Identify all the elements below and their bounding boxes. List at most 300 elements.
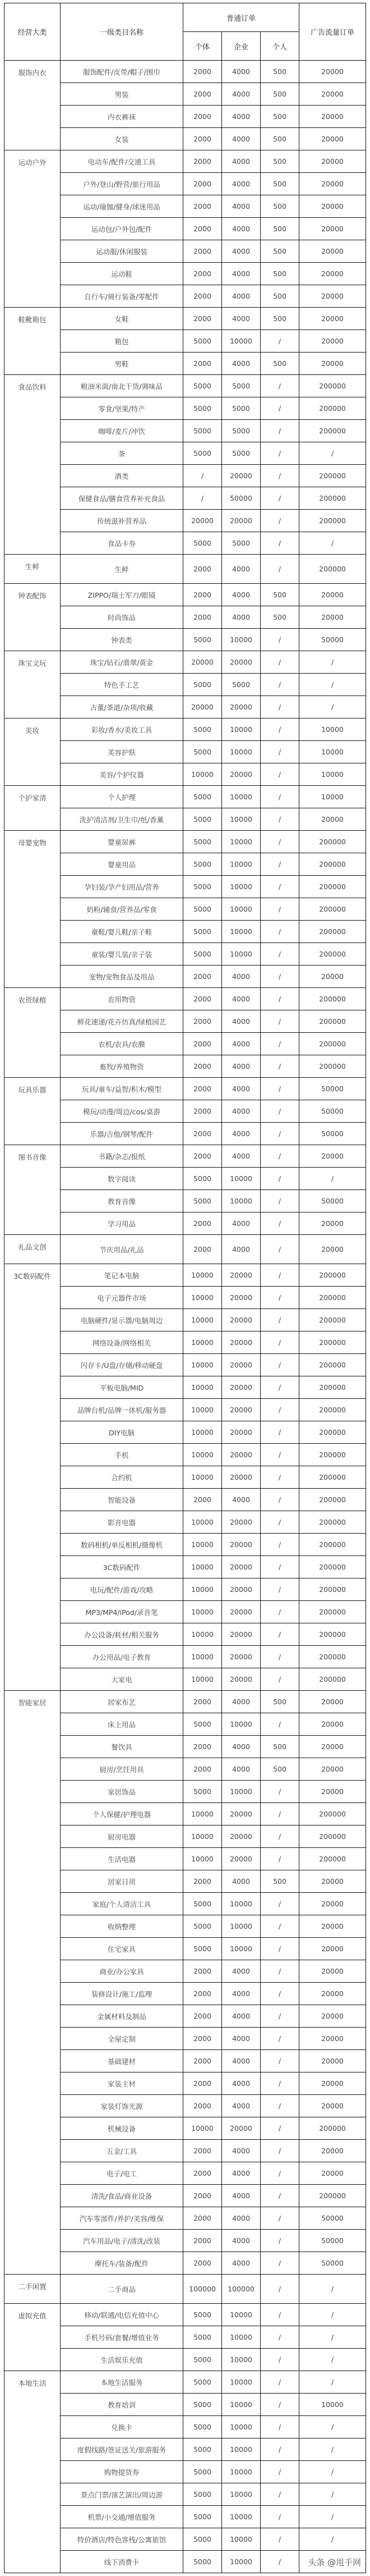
ad-orders-cell: /	[299, 2416, 366, 2438]
enterprise-cell: 10000	[222, 1713, 261, 1736]
individual-business-cell: 2000	[183, 1212, 222, 1235]
enterprise-cell: 4000	[222, 240, 261, 263]
item-name-cell: 家装灯饰光源	[61, 2095, 183, 2117]
enterprise-cell: 10000	[222, 629, 261, 651]
ad-orders-cell: 10000	[299, 2394, 366, 2416]
ad-orders-cell: /	[299, 2304, 366, 2326]
enterprise-cell: 10000	[222, 330, 261, 353]
ad-orders-cell: 20000	[299, 2050, 366, 2072]
personal-cell: /	[261, 1938, 299, 1960]
enterprise-cell: 4000	[222, 1123, 261, 1145]
enterprise-cell: 4000	[222, 263, 261, 285]
individual-business-cell: 10000	[183, 1354, 222, 1376]
ad-orders-cell: 200000	[299, 943, 366, 966]
enterprise-cell: 4000	[222, 584, 261, 606]
item-name-cell: 二手商品	[61, 2275, 183, 2304]
personal-cell: /	[261, 555, 299, 584]
personal-cell: /	[261, 1145, 299, 1168]
enterprise-cell: 5000	[222, 674, 261, 696]
enterprise-cell: 4000	[222, 1145, 261, 1168]
item-name-cell: 度假线路/签证送关/旅游服务	[61, 2438, 183, 2461]
individual-business-cell: 10000	[183, 1309, 222, 1332]
personal-cell: /	[261, 2275, 299, 2304]
ad-orders-cell: 50000	[299, 1123, 366, 1145]
individual-business-cell: 2000	[183, 2230, 222, 2252]
personal-cell: /	[261, 1781, 299, 1803]
item-name-cell: 教育培训	[61, 2394, 183, 2416]
enterprise-cell: 4000	[222, 1691, 261, 1713]
enterprise-cell: 10000	[222, 1168, 261, 1190]
personal-cell: /	[261, 1309, 299, 1332]
ad-orders-cell: 50000	[299, 2230, 366, 2252]
individual-business-cell: 10000	[183, 1399, 222, 1421]
personal-cell: /	[261, 1421, 299, 1444]
individual-business-cell: 10000	[183, 1287, 222, 1309]
enterprise-cell: 20000	[222, 2117, 261, 2140]
item-name-cell: 农机/农具/农膜	[61, 1033, 183, 1055]
table-row	[4, 1264, 366, 1287]
ad-orders-cell: 200000	[299, 1264, 366, 1287]
individual-business-cell: 5000	[183, 2438, 222, 2461]
enterprise-cell: 10000	[222, 2304, 261, 2326]
ad-orders-cell: 20000	[299, 1235, 366, 1264]
ad-orders-cell: 20000	[299, 966, 366, 988]
enterprise-cell: 4000	[222, 2140, 261, 2162]
personal-cell: /	[261, 1399, 299, 1421]
ad-orders-cell: 20000	[299, 240, 366, 263]
enterprise-cell: 10000	[222, 2528, 261, 2551]
enterprise-cell: 4000	[222, 1078, 261, 1100]
personal-cell: 500	[261, 263, 299, 285]
personal-cell: /	[261, 1983, 299, 2005]
enterprise-cell: 10000	[222, 2461, 261, 2483]
enterprise-cell: 5000	[222, 442, 261, 465]
enterprise-cell: 4000	[222, 1212, 261, 1235]
personal-cell: /	[261, 898, 299, 921]
personal-cell: 500	[261, 195, 299, 218]
personal-cell: /	[261, 1168, 299, 1190]
personal-cell: /	[261, 2072, 299, 2095]
item-name-cell: 生鲜	[61, 555, 183, 584]
individual-business-cell: 10000	[183, 1848, 222, 1870]
individual-business-cell: 10000	[183, 1444, 222, 1466]
enterprise-cell: 20000	[222, 1466, 261, 1489]
enterprise-cell: 10000	[222, 2394, 261, 2416]
individual-business-cell: 5000	[183, 786, 222, 808]
personal-cell: /	[261, 2304, 299, 2326]
enterprise-cell: 20000	[222, 1287, 261, 1309]
enterprise-cell: 5000	[222, 420, 261, 442]
ad-orders-cell: 200000	[299, 1010, 366, 1033]
ad-orders-cell: 200000	[299, 1623, 366, 1646]
individual-business-cell: 5000	[183, 1190, 222, 1212]
personal-cell: /	[261, 2416, 299, 2438]
item-name-cell: 童装/婴儿装/亲子装	[61, 943, 183, 966]
ad-orders-cell: 20000	[299, 1691, 366, 1713]
ad-orders-cell: 20000	[299, 2095, 366, 2117]
table-row	[4, 308, 366, 330]
individual-business-cell: 10000	[183, 1466, 222, 1489]
ad-orders-cell: 200000	[299, 420, 366, 442]
ad-orders-cell: 20000	[299, 2028, 366, 2050]
personal-cell: 500	[261, 285, 299, 308]
individual-business-cell: 2000	[183, 1489, 222, 1511]
item-name-cell: 厨房电器	[61, 1825, 183, 1848]
individual-business-cell: 2000	[183, 2207, 222, 2230]
ad-orders-cell: 20000	[299, 1713, 366, 1736]
personal-cell: /	[261, 2371, 299, 2394]
individual-business-cell: 5000	[183, 2461, 222, 2483]
individual-business-cell: 5000	[183, 921, 222, 943]
individual-business-cell: 10000	[183, 1534, 222, 1556]
personal-cell: /	[261, 763, 299, 786]
individual-business-cell: 2000	[183, 1870, 222, 1893]
item-name-cell: 奶粉/辅食/营养品/零食	[61, 898, 183, 921]
personal-cell: 500	[261, 308, 299, 330]
individual-business-cell: 2000	[183, 1123, 222, 1145]
enterprise-cell: 20000	[222, 1646, 261, 1668]
personal-cell: /	[261, 696, 299, 719]
personal-cell: 500	[261, 240, 299, 263]
ad-orders-cell: 20000	[299, 2162, 366, 2185]
individual-business-cell: 2000	[183, 83, 222, 106]
item-name-cell: 古董/茶道/杂项/收藏	[61, 696, 183, 719]
enterprise-cell: 20000	[222, 1444, 261, 1466]
enterprise-cell: 4000	[222, 606, 261, 629]
individual-business-cell: 10000	[183, 1556, 222, 1578]
individual-business-cell: 2000	[183, 1758, 222, 1781]
individual-business-cell: 5000	[183, 1781, 222, 1803]
table-row	[4, 2371, 366, 2394]
enterprise-cell: 50000	[222, 487, 261, 510]
item-name-cell: 网络设备/网络相关	[61, 1332, 183, 1354]
item-name-cell: 机械设备	[61, 2117, 183, 2140]
ad-orders-cell: /	[299, 2483, 366, 2506]
enterprise-cell: 4000	[222, 1033, 261, 1055]
ad-orders-cell: 200000	[299, 487, 366, 510]
header-normal-orders: 普通订单	[183, 3, 299, 32]
item-name-cell: 居家布艺	[61, 1691, 183, 1713]
table-row	[4, 831, 366, 853]
item-name-cell: 数码相机/单反相机/摄像机	[61, 1534, 183, 1556]
enterprise-cell: 10000	[222, 1938, 261, 1960]
individual-business-cell: 2000	[183, 2050, 222, 2072]
individual-business-cell: 5000	[183, 375, 222, 397]
ad-orders-cell: 50000	[299, 1190, 366, 1212]
individual-business-cell: 5000	[183, 2371, 222, 2394]
individual-business-cell: 10000	[183, 1578, 222, 1601]
individual-business-cell: 2000	[183, 285, 222, 308]
enterprise-cell: 20000	[222, 1534, 261, 1556]
individual-business-cell: 2000	[183, 2162, 222, 2185]
enterprise-cell: 4000	[222, 966, 261, 988]
personal-cell: /	[261, 2438, 299, 2461]
ad-orders-cell: 200000	[299, 397, 366, 420]
enterprise-cell: 20000	[222, 1376, 261, 1399]
category-cell: 服饰内衣	[4, 61, 61, 150]
ad-orders-cell: /	[299, 2528, 366, 2551]
item-name-cell: 办公用品/电子教育	[61, 1646, 183, 1668]
individual-business-cell: 2000	[183, 195, 222, 218]
ad-orders-cell: 10000	[299, 763, 366, 786]
individual-business-cell: 2000	[183, 988, 222, 1010]
item-name-cell: 生活娱乐充值	[61, 2349, 183, 2371]
enterprise-cell: 4000	[222, 1489, 261, 1511]
ad-orders-cell: 200000	[299, 1601, 366, 1623]
personal-cell: /	[261, 2230, 299, 2252]
category-cell: 鞋靴箱包	[4, 308, 61, 375]
enterprise-cell: 10000	[222, 943, 261, 966]
header-item: 一级类目名称	[61, 3, 183, 61]
enterprise-cell: 20000	[222, 1511, 261, 1534]
item-name-cell: 美容护肤	[61, 741, 183, 763]
enterprise-cell: 20000	[222, 1803, 261, 1825]
item-name-cell: DIY电脑	[61, 1421, 183, 1444]
item-name-cell: 书籍/杂志/报纸	[61, 1145, 183, 1168]
ad-orders-cell: 20000	[299, 218, 366, 240]
ad-orders-cell: 20000	[299, 1212, 366, 1235]
enterprise-cell: 20000	[222, 1578, 261, 1601]
item-name-cell: 鲜花速递/花卉仿真/绿植园艺	[61, 1010, 183, 1033]
enterprise-cell: 10000	[222, 831, 261, 853]
individual-business-cell: 2000	[183, 1100, 222, 1123]
individual-business-cell: 5000	[183, 2416, 222, 2438]
item-name-cell: 电脑硬件/显示器/电脑周边	[61, 1309, 183, 1332]
enterprise-cell: 4000	[222, 1983, 261, 2005]
personal-cell: /	[261, 1100, 299, 1123]
enterprise-cell: 10000	[222, 2506, 261, 2528]
ad-orders-cell: 200000	[299, 1556, 366, 1578]
individual-business-cell: 2000	[183, 61, 222, 83]
category-cell: 农资绿植	[4, 988, 61, 1078]
item-name-cell: 摩托车/装备/配件	[61, 2252, 183, 2275]
table-row	[4, 786, 366, 808]
personal-cell: /	[261, 442, 299, 465]
ad-orders-cell: 200000	[299, 2117, 366, 2140]
ad-orders-cell: 200000	[299, 1511, 366, 1534]
item-name-cell: 玩具/童车/益智/积木/模型	[61, 1078, 183, 1100]
item-name-cell: 清洗/食品/商业设备	[61, 2185, 183, 2207]
personal-cell: /	[261, 330, 299, 353]
individual-business-cell: 5000	[183, 2304, 222, 2326]
individual-business-cell: 10000	[183, 1825, 222, 1848]
ad-orders-cell: /	[299, 2349, 366, 2371]
enterprise-cell: 20000	[222, 1848, 261, 1870]
item-name-cell: 生活电器	[61, 1848, 183, 1870]
ad-orders-cell: 200000	[299, 1848, 366, 1870]
personal-cell: /	[261, 1646, 299, 1668]
category-cell: 钟表配饰	[4, 584, 61, 651]
ad-orders-cell: 200000	[299, 831, 366, 853]
enterprise-cell: 4000	[222, 2252, 261, 2275]
individual-business-cell: 2000	[183, 308, 222, 330]
table-row	[4, 1145, 366, 1168]
item-name-cell: 3C数码配件	[61, 1556, 183, 1578]
enterprise-cell: 10000	[222, 2349, 261, 2371]
personal-cell: 500	[261, 106, 299, 128]
enterprise-cell: 20000	[222, 1399, 261, 1421]
personal-cell: 500	[261, 128, 299, 150]
enterprise-cell: 20000	[222, 1601, 261, 1623]
personal-cell: 500	[261, 150, 299, 173]
ad-orders-cell: 200000	[299, 1332, 366, 1354]
enterprise-cell: 20000	[222, 510, 261, 532]
enterprise-cell: 10000	[222, 741, 261, 763]
ad-orders-cell: 20000	[299, 1758, 366, 1781]
category-cell: 二手闲置	[4, 2275, 61, 2304]
ad-orders-cell: 20000	[299, 285, 366, 308]
personal-cell: /	[261, 1578, 299, 1601]
item-name-cell: 家装主材	[61, 2072, 183, 2095]
item-name-cell: 平板电脑/MID	[61, 1376, 183, 1399]
personal-cell: 500	[261, 606, 299, 629]
enterprise-cell: 10000	[222, 1893, 261, 1915]
personal-cell: /	[261, 1623, 299, 1646]
enterprise-cell: 20000	[222, 651, 261, 674]
table-row	[4, 61, 366, 83]
individual-business-cell: 2000	[183, 218, 222, 240]
item-name-cell: 电子元器件市场	[61, 1287, 183, 1309]
ad-orders-cell: 20000	[299, 83, 366, 106]
individual-business-cell: 10000	[183, 1803, 222, 1825]
personal-cell: /	[261, 2483, 299, 2506]
item-name-cell: 餐饮具	[61, 1736, 183, 1758]
enterprise-cell: 4000	[222, 285, 261, 308]
enterprise-cell: 10000	[222, 2371, 261, 2394]
individual-business-cell: 5000	[183, 1938, 222, 1960]
personal-cell: /	[261, 375, 299, 397]
category-cell: 虚拟充值	[4, 2304, 61, 2371]
header-individual-business: 个体	[183, 32, 222, 61]
ad-orders-cell: /	[299, 2326, 366, 2349]
personal-cell: /	[261, 1825, 299, 1848]
item-name-cell: 机票/小交通/增值服务	[61, 2506, 183, 2528]
individual-business-cell: 5000	[183, 943, 222, 966]
ad-orders-cell: 10000	[299, 719, 366, 741]
enterprise-cell: 4000	[222, 1736, 261, 1758]
ad-orders-cell: 50000	[299, 1078, 366, 1100]
table-row	[4, 2275, 366, 2304]
enterprise-cell: 10000	[222, 921, 261, 943]
enterprise-cell: 10000	[222, 898, 261, 921]
category-cell: 图书音像	[4, 1145, 61, 1235]
item-name-cell: 彩妆/香水/美妆工具	[61, 719, 183, 741]
item-name-cell: 移动/联通/电信充值中心	[61, 2304, 183, 2326]
personal-cell: /	[261, 1376, 299, 1399]
item-name-cell: 笔记本电脑	[61, 1264, 183, 1287]
ad-orders-cell: 20000	[299, 808, 366, 831]
item-name-cell: 钟表类	[61, 629, 183, 651]
item-name-cell: 购物提货券	[61, 2461, 183, 2483]
individual-business-cell: 2000	[183, 966, 222, 988]
ad-orders-cell: 20000	[299, 1870, 366, 1893]
item-name-cell: 女装	[61, 128, 183, 150]
ad-orders-cell: 50000	[299, 2207, 366, 2230]
category-cell: 本地生活	[4, 2371, 61, 2573]
enterprise-cell: 4000	[222, 2207, 261, 2230]
item-name-cell: 茶	[61, 442, 183, 465]
individual-business-cell: 5000	[183, 2483, 222, 2506]
ad-orders-cell: 50000	[299, 2252, 366, 2275]
personal-cell: /	[261, 1668, 299, 1691]
item-name-cell: 自行车/骑行装备/零配件	[61, 285, 183, 308]
category-cell: 食品饮料	[4, 375, 61, 555]
item-name-cell: 模玩/动漫/周边/cos/桌游	[61, 1100, 183, 1123]
enterprise-cell: 4000	[222, 308, 261, 330]
personal-cell: /	[261, 674, 299, 696]
enterprise-cell: 10000	[222, 2551, 261, 2573]
header-enterprise: 企业	[222, 32, 261, 61]
item-name-cell: 个人保健/护理电器	[61, 1803, 183, 1825]
item-name-cell: 数字阅读	[61, 1168, 183, 1190]
ad-orders-cell: 200000	[299, 1287, 366, 1309]
personal-cell: /	[261, 487, 299, 510]
table-row	[4, 719, 366, 741]
item-name-cell: 畜牧/养殖物资	[61, 1055, 183, 1078]
enterprise-cell: 4000	[222, 1960, 261, 1983]
personal-cell: /	[261, 1078, 299, 1100]
table-row	[4, 2304, 366, 2326]
ad-orders-cell: 50000	[299, 1100, 366, 1123]
item-name-cell: 食品卡券	[61, 532, 183, 555]
individual-business-cell: 2000	[183, 1983, 222, 2005]
enterprise-cell: 20000	[222, 1825, 261, 1848]
ad-orders-cell: 20000	[299, 1915, 366, 1938]
individual-business-cell: 2000	[183, 584, 222, 606]
ad-orders-cell: 200000	[299, 1534, 366, 1556]
item-name-cell: 手机	[61, 1444, 183, 1466]
personal-cell: /	[261, 876, 299, 898]
ad-orders-cell: 20000	[299, 106, 366, 128]
individual-business-cell: 2000	[183, 2095, 222, 2117]
personal-cell: 500	[261, 218, 299, 240]
personal-cell: /	[261, 1235, 299, 1264]
enterprise-cell: 4000	[222, 1010, 261, 1033]
personal-cell: /	[261, 2528, 299, 2551]
personal-cell: /	[261, 921, 299, 943]
enterprise-cell: 4000	[222, 173, 261, 195]
item-name-cell: 装修设计/施工/监理	[61, 1983, 183, 2005]
individual-business-cell: 5000	[183, 2551, 222, 2573]
individual-business-cell: 2000	[183, 1033, 222, 1055]
personal-cell: /	[261, 2207, 299, 2230]
enterprise-cell: 4000	[222, 2072, 261, 2095]
personal-cell: /	[261, 1264, 299, 1287]
individual-business-cell: 5000	[183, 719, 222, 741]
individual-business-cell: 2000	[183, 2185, 222, 2207]
ad-orders-cell: 20000	[299, 1960, 366, 1983]
personal-cell: /	[261, 808, 299, 831]
individual-business-cell: 2000	[183, 1010, 222, 1033]
individual-business-cell: 2000	[183, 173, 222, 195]
item-name-cell: 床上用品	[61, 1713, 183, 1736]
personal-cell: /	[261, 2349, 299, 2371]
item-name-cell: 家庭/个人清洁工具	[61, 1893, 183, 1915]
item-name-cell: 户外/登山/野营/旅行用品	[61, 173, 183, 195]
personal-cell: /	[261, 1354, 299, 1376]
ad-orders-cell: 200000	[299, 1309, 366, 1332]
ad-orders-cell: 200000	[299, 1489, 366, 1511]
personal-cell: /	[261, 1556, 299, 1578]
ad-orders-cell: 20000	[299, 1736, 366, 1758]
enterprise-cell: 4000	[222, 83, 261, 106]
ad-orders-cell: 200000	[299, 1399, 366, 1421]
personal-cell: /	[261, 510, 299, 532]
category-cell: 运动户外	[4, 150, 61, 308]
ad-orders-cell: /	[299, 696, 366, 719]
individual-business-cell: 2000	[183, 128, 222, 150]
item-name-cell: 运动服/休闲服装	[61, 240, 183, 263]
